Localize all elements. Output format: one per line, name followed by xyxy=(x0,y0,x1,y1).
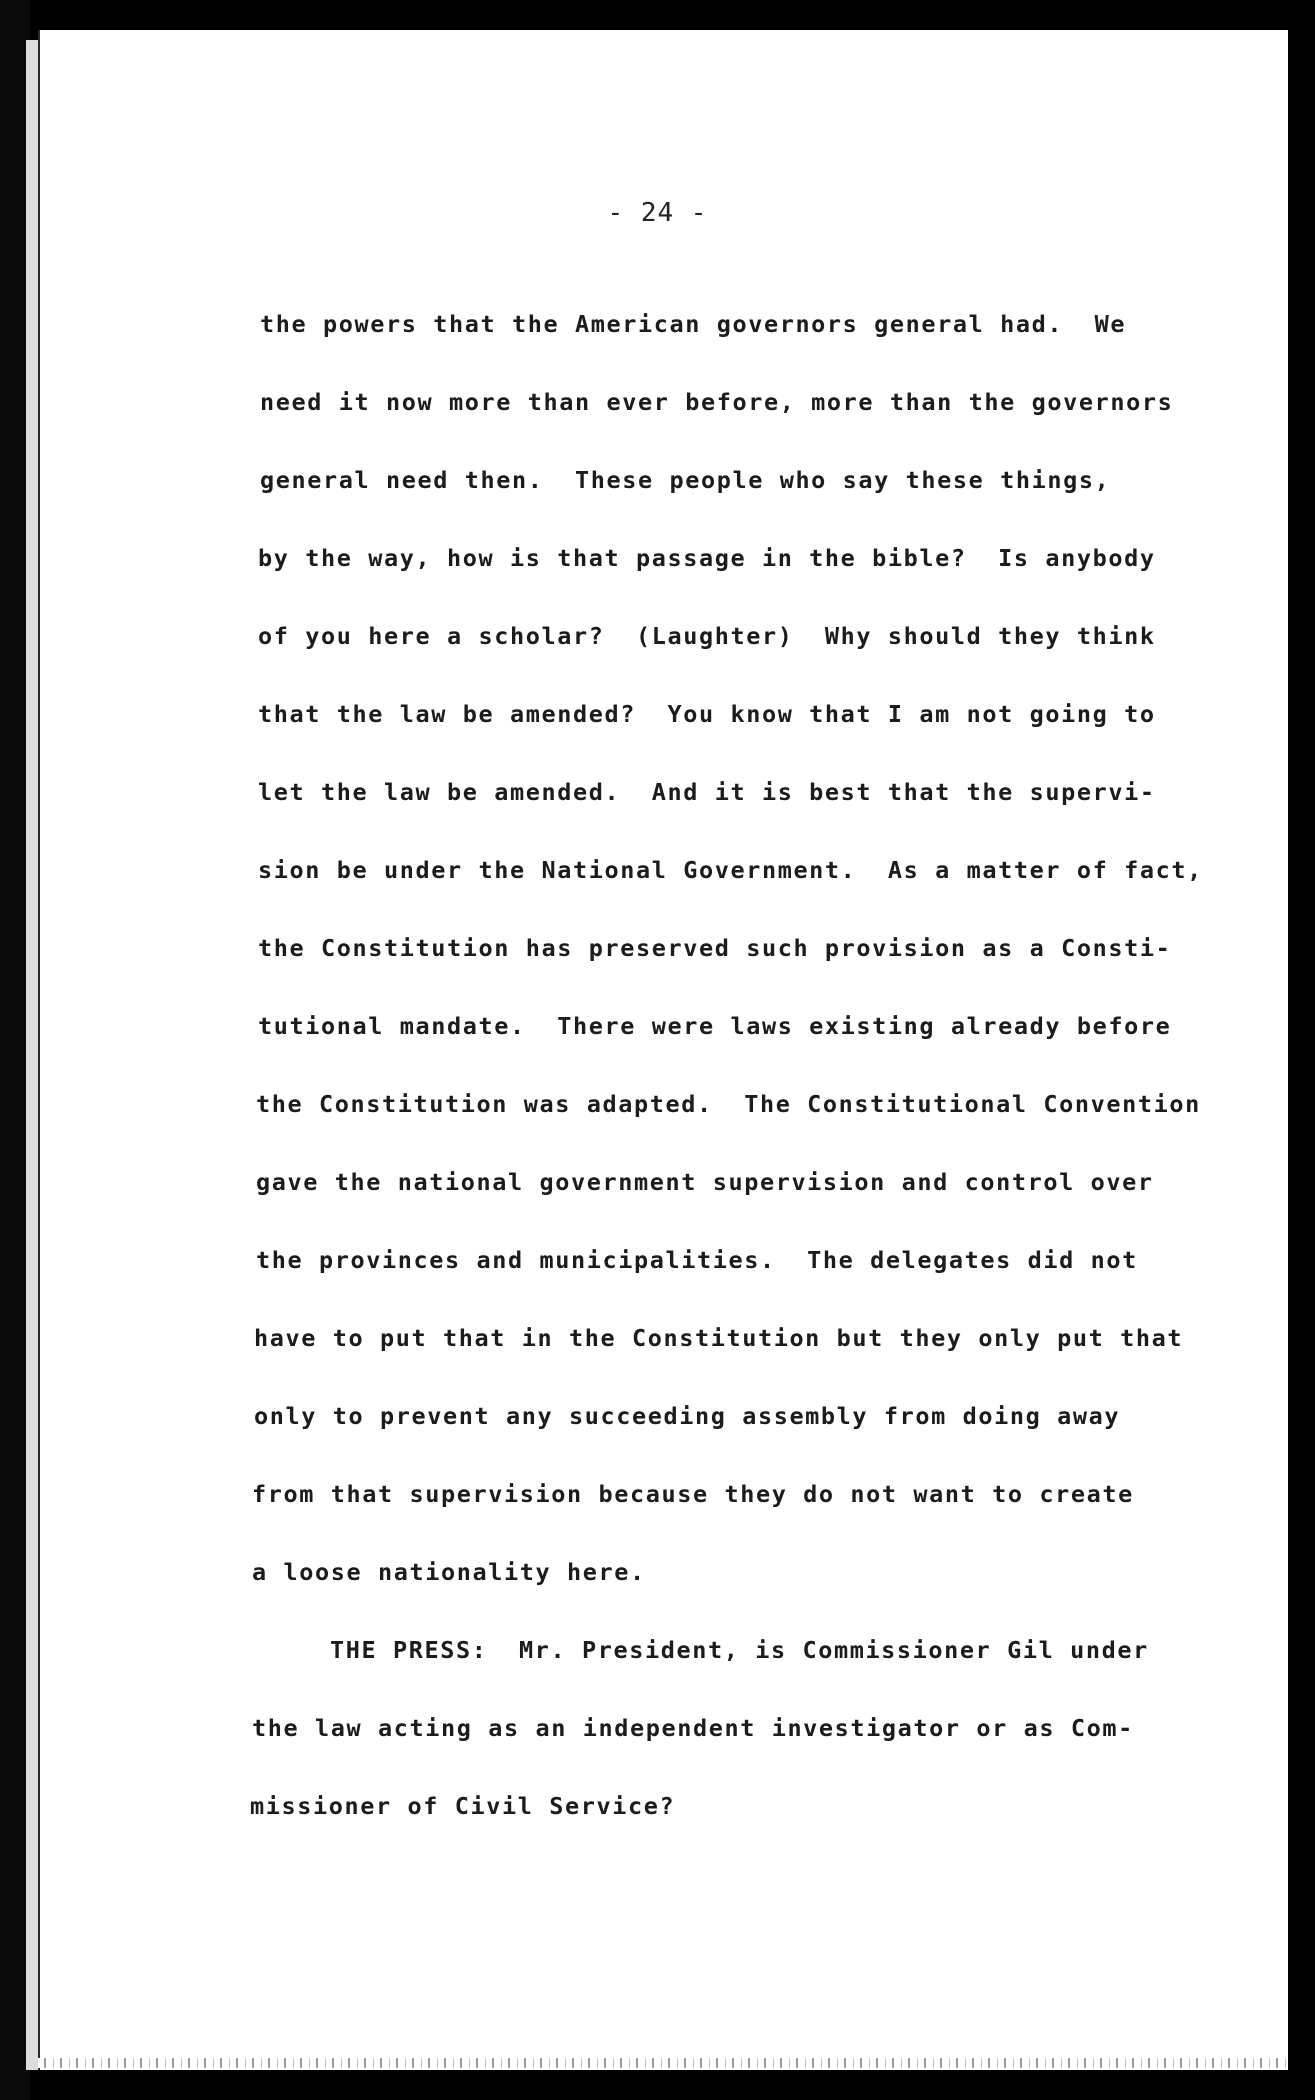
scan-bottom-strip xyxy=(38,2058,1288,2068)
text-line: have to put that in the Constitution but they only put that xyxy=(254,1324,1184,1352)
text-line: that the law be amended? You know that I am not going to xyxy=(258,700,1156,728)
text-line: from that supervision because they do not want to create xyxy=(252,1480,1134,1508)
text-line: tutional mandate. There were laws existing already before xyxy=(258,1012,1172,1040)
text-line: general need then. These people who say these things, xyxy=(260,466,1111,494)
text-line: a loose nationality here. xyxy=(252,1558,646,1586)
text-line: the Constitution has preserved such provision as a Consti- xyxy=(258,934,1172,962)
text-line: the Constitution was adapted. The Constitutional Convention xyxy=(256,1090,1201,1118)
text-line: the powers that the American governors general had. We xyxy=(260,310,1127,338)
text-line: by the way, how is that passage in the bible? Is anybody xyxy=(258,544,1156,572)
text-line: gave the national government supervision and control over xyxy=(256,1168,1154,1196)
text-line: THE PRESS: Mr. President, is Commissioner Gil under xyxy=(330,1636,1149,1664)
text-line: the provinces and municipalities. The delegates did not xyxy=(256,1246,1138,1274)
text-line: of you here a scholar? (Laughter) Why should they think xyxy=(258,622,1156,650)
page-number: - 24 - xyxy=(607,198,708,228)
text-line: need it now more than ever before, more than the governors xyxy=(260,388,1174,416)
text-line: only to prevent any succeeding assembly from doing away xyxy=(254,1402,1121,1430)
text-line: the law acting as an independent investigator or as Com- xyxy=(252,1714,1134,1742)
text-line: let the law be amended. And it is best that the supervi- xyxy=(258,778,1156,806)
text-line: sion be under the National Government. As a matter of fact, xyxy=(258,856,1203,884)
text-line: missioner of Civil Service? xyxy=(250,1792,676,1820)
